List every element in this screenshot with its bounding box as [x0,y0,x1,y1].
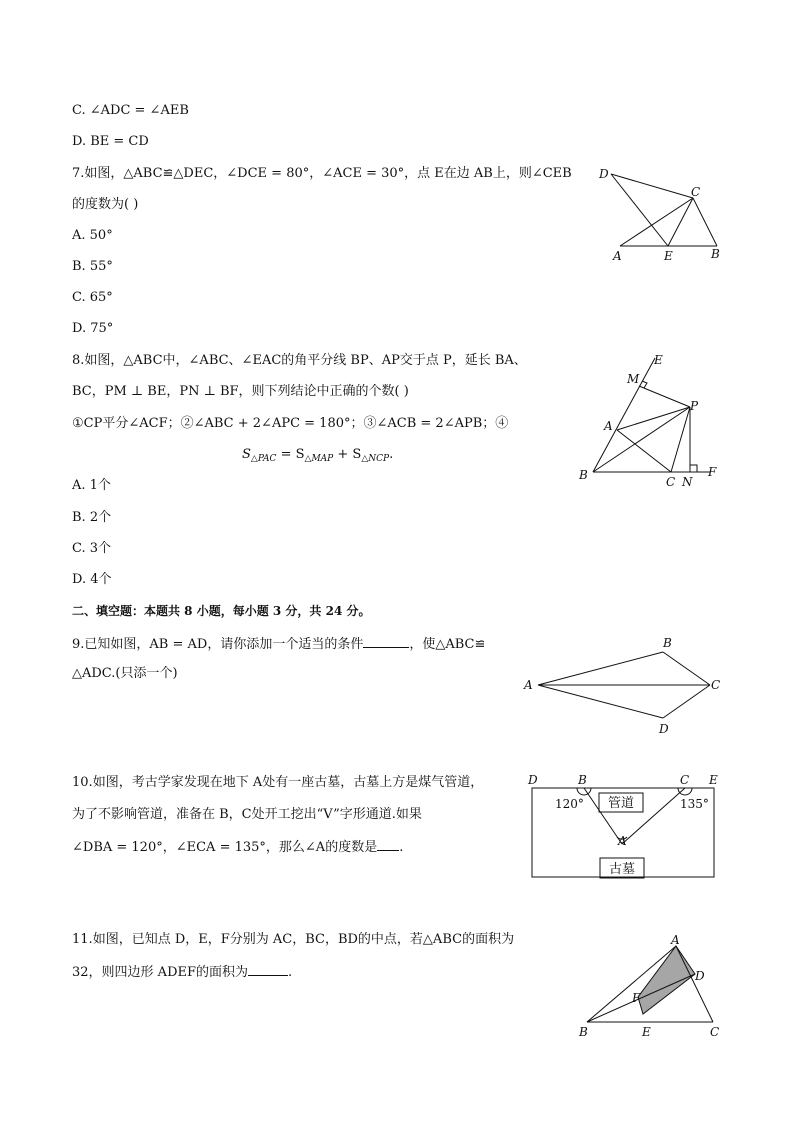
q7-stem-line2: 的度数为( ) [72,197,139,212]
q9-label-d: D [659,722,669,736]
q8-figure [575,348,725,490]
q6-option-d: D. BE = CD [72,134,149,149]
q8-s1: S [242,447,251,462]
section2-heading: 二、填空题：本题共 8 小题，每小题 3 分，共 24 分。 [72,604,371,618]
q8-line-bp [593,407,690,472]
q7-label-b: B [711,247,720,261]
q10-stem-text3: ∠DBA = 120°，∠ECA = 135°，那么∠A的度数是 [72,840,378,855]
q11-number: 11. [72,932,93,947]
q10-answer-blank[interactable] [377,836,399,851]
q10-label-e: E [709,773,718,787]
q10-stem-line2: 为了不影响管道，准备在 B，C处开工挖出“V”字形通道.如果 [72,807,422,822]
q9-line-dc [663,685,710,718]
q9-stem-line2: △ADC.(只添一个) [72,666,178,681]
q8-stem-line4 [242,445,393,469]
q10-figure [522,770,727,882]
q11-figure [575,930,725,1042]
q7-label-d: D [599,167,609,181]
q8-end: . [389,447,394,462]
q8-right-angle-m [642,381,647,388]
q7-label-c: C [691,185,701,199]
q7-line-de [611,174,668,246]
q10-stem-line3 [72,836,403,858]
q9-label-c: C [711,678,721,692]
q7-line-cb [693,198,717,246]
q8-sub2: △MAP [304,454,334,464]
q8-stem-line3: ①CP平分∠ACF；②∠ABC + 2∠APC = 180°；③∠ACB = 2∠APB；④ [72,416,509,431]
q11-stem-line2 [72,961,292,983]
q11-line-bd [587,974,695,1022]
q10-stem-line1 [72,773,483,793]
q7-line-ac [620,198,693,246]
q8-label-f: F [708,465,717,479]
q10-stem-end: . [399,840,404,855]
q10-angle-label-135: 135° [680,797,709,811]
q8-stem-line2: BC，PM ⊥ BE，PN ⊥ BF，则下列结论中正确的个数( ) [72,384,409,399]
q9-line-ad [538,685,663,718]
q8-sub3: △NCP [361,454,390,464]
q8-option-a: A. 1个 [72,478,111,493]
q8-label-n: N [682,475,693,489]
q7-option-b: B. 55° [72,259,113,274]
q8-label-a: A [604,419,613,433]
q9-stem-part2: ，使△ABC≌ [409,637,486,652]
q10-number: 10. [72,775,93,790]
q8-right-angle-n [690,465,697,472]
q10-stem-text: 如图，考古学家发现在地下 A处有一座古墓，古墓上方是煤气管道， [92,775,484,790]
q7-stem-text: 如图，△ABC≌△DEC，∠DCE = 80°，∠ACE = 30°，点 E在边 AB上，则∠CEB [84,166,572,181]
q11-shaded-quad-adef [638,946,695,1014]
q8-option-b: B. 2个 [72,510,112,525]
q7-label-e: E [664,249,673,263]
q9-figure [520,632,725,740]
q6-option-c: C. ∠ADC = ∠AEB [72,103,189,118]
q9-answer-blank[interactable] [363,633,409,648]
q7-number: 7. [72,166,85,181]
q8-label-c: C [666,475,676,489]
q11-stem-text: 如图，已知点 D，E，F分别为 AC，BC，BD的中点，若△ABC的面积为 [92,932,515,947]
q10-angle-arc-b [577,788,591,795]
q7-option-d: D. 75° [72,321,114,336]
q7-line-dc [611,174,693,198]
q8-option-c: C. 3个 [72,541,112,556]
q8-label-m: M [627,372,640,386]
q9-stem-line1 [72,633,485,655]
q8-stem-line1 [72,351,527,371]
q7-option-a: A. 50° [72,228,113,243]
q8-option-d: D. 4个 [72,572,112,587]
q9-number: 9. [72,637,85,652]
q11-stem-part1: 32，则四边形 ADEF的面积为 [72,965,248,980]
q8-line-ap [617,407,690,430]
q11-stem-line1 [72,930,514,950]
q8-sub1: △PAC [250,454,277,464]
q11-label-e: E [642,1025,651,1039]
q7-line-ec [668,198,693,246]
q8-line-pm [639,386,690,407]
q11-label-d: D [695,969,705,983]
q8-eq: = S [276,447,305,462]
q10-angle-label-120: 120° [555,797,584,811]
q8-line-cp [671,407,690,472]
q8-label-p: P [690,399,699,413]
q9-line-bc [663,652,710,685]
q8-number: 8. [72,353,85,368]
q8-label-e: E [654,353,663,367]
q9-line-ab [538,652,663,685]
q8-label-b: B [579,468,588,482]
q8-plus: + S [333,447,362,462]
q9-stem-part1: 已知如图，AB = AD，请你添加一个适当的条件 [84,637,364,652]
q10-pipe-label: 管道 [608,796,635,811]
q10-label-b: B [578,773,587,787]
q10-angle-arc-c [678,788,692,795]
q11-label-c: C [710,1025,720,1039]
q11-answer-blank[interactable] [248,961,288,976]
q10-label-c: C [680,773,690,787]
q10-label-a: A [618,834,627,848]
q7-figure [595,160,725,265]
q11-label-b: B [579,1025,588,1039]
q11-stem-end: . [288,965,293,980]
q7-label-a: A [613,249,622,263]
q10-label-d: D [528,773,538,787]
q11-label-a: A [671,933,680,947]
q9-label-b: B [663,636,672,650]
q11-label-f: F [632,991,641,1005]
q8-stem-text: 如图，△ABC中，∠ABC、∠EAC的角平分线 BP、AP交于点 P，延长 BA、 [84,353,527,368]
q9-label-a: A [524,678,533,692]
q7-stem-line1 [72,164,572,184]
q7-option-c: C. 65° [72,290,113,305]
q10-tomb-label: 古墓 [609,862,636,877]
q8-line-be [593,358,655,472]
